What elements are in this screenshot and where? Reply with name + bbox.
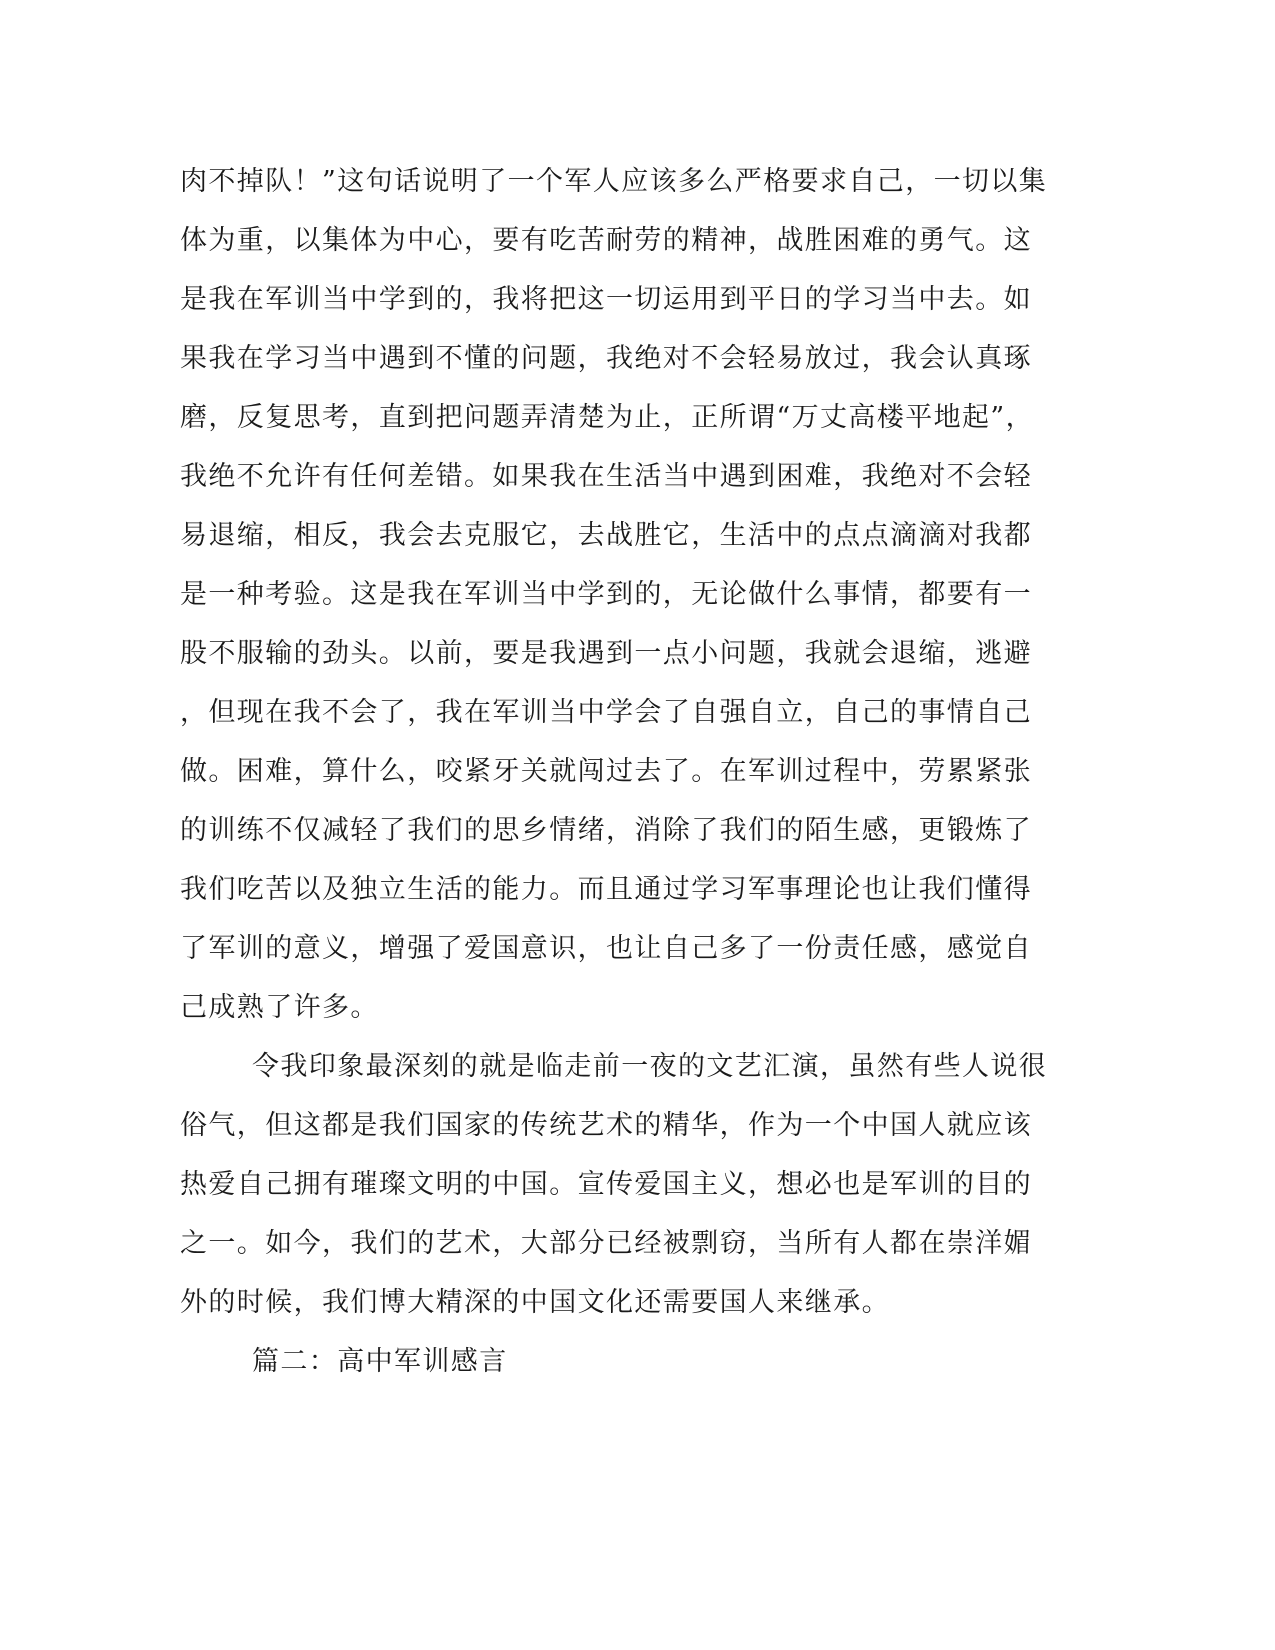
paragraph-line: 的训练不仅减轻了我们的思乡情绪，消除了我们的陌生感，更锻炼了	[180, 815, 1032, 846]
paragraph-line: 我们吃苦以及独立生活的能力。而且通过学习军事理论也让我们懂得	[180, 874, 1032, 905]
paragraph-line: 体为重，以集体为中心，要有吃苦耐劳的精神，战胜困难的勇气。这	[180, 225, 1032, 256]
paragraph-line: 易退缩，相反，我会去克服它，去战胜它，生活中的点点滴滴对我都	[180, 520, 1032, 551]
paragraph-line: 是我在军训当中学到的，我将把这一切运用到平日的学习当中去。如	[180, 284, 1032, 315]
section-heading: 篇二：高中军训感言	[252, 1346, 508, 1377]
paragraph-line: 了军训的意义，增强了爱国意识，也让自己多了一份责任感，感觉自	[180, 933, 1032, 964]
paragraph-line: 肉不掉队！”这句话说明了一个军人应该多么严格要求自己，一切以集	[180, 166, 1048, 197]
paragraph-line: 我绝不允许有任何差错。如果我在生活当中遇到困难，我绝对不会轻	[180, 461, 1032, 492]
paragraph-line: ，但现在我不会了，我在军训当中学会了自强自立，自己的事情自己	[180, 697, 1032, 728]
paragraph-line: 己成熟了许多。	[180, 992, 379, 1023]
paragraph-line: 令我印象最深刻的就是临走前一夜的文艺汇演，虽然有些人说很	[252, 1051, 1048, 1082]
paragraph-line: 热爱自己拥有璀璨文明的中国。宣传爱国主义，想必也是军训的目的	[180, 1169, 1032, 1200]
paragraph-line: 之一。如今，我们的艺术，大部分已经被剽窃，当所有人都在崇洋媚	[180, 1228, 1032, 1259]
paragraph-line: 磨，反复思考，直到把问题弄清楚为止，正所谓“万丈高楼平地起”，	[180, 402, 1035, 433]
paragraph-line: 外的时候，我们博大精深的中国文化还需要国人来继承。	[180, 1287, 890, 1318]
paragraph-line: 是一种考验。这是我在军训当中学到的，无论做什么事情，都要有一	[180, 579, 1032, 610]
paragraph-line: 俗气，但这都是我们国家的传统艺术的精华，作为一个中国人就应该	[180, 1110, 1032, 1141]
paragraph-line: 果我在学习当中遇到不懂的问题，我绝对不会轻易放过，我会认真琢	[180, 343, 1032, 374]
paragraph-line: 做。困难，算什么，咬紧牙关就闯过去了。在军训过程中，劳累紧张	[180, 756, 1032, 787]
paragraph-line: 股不服输的劲头。以前，要是我遇到一点小问题，我就会退缩，逃避	[180, 638, 1032, 669]
